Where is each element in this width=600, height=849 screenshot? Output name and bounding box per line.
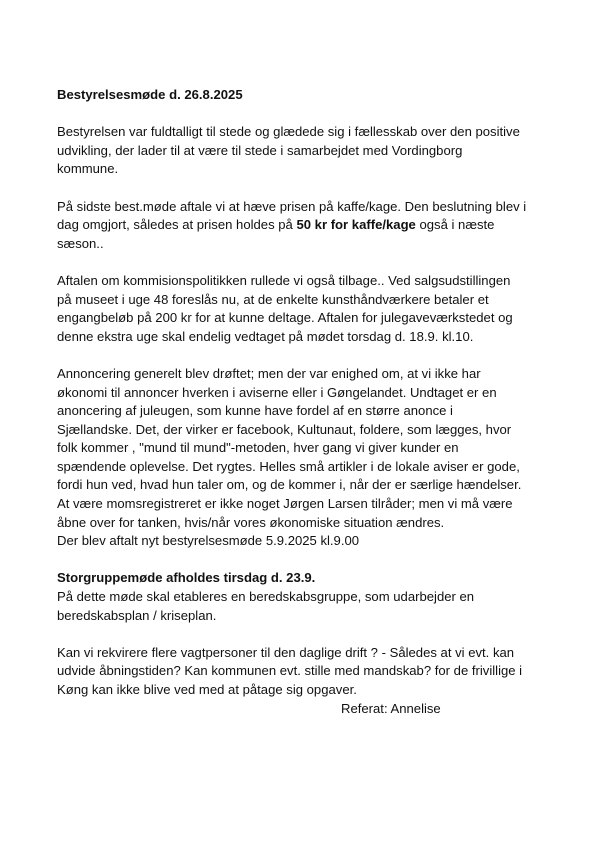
text-line: Kan vi rekvirere flere vagtpersoner til den daglige drift ? - Således at vi evt. kan	[57, 644, 515, 660]
text-line: Annoncering generelt blev drøftet; men der var enighed om, at vi ikke har	[57, 365, 481, 381]
text-line: åbne over for tanken, hvis/når vores økonomiske situation ændres.	[57, 514, 445, 530]
paragraph-advertising	[57, 365, 547, 551]
text-line: spændende oplevelse. Det rygtes. Helles små artikler i de lokale aviser er gode,	[57, 458, 520, 474]
text-segment: dag omgjort, således at prisen holdes på	[57, 217, 297, 233]
document-page	[57, 86, 547, 718]
paragraph-staffing-question	[57, 644, 547, 700]
text-line: engangbeløb på 200 kr for at kunne deltage. Aftalen for julegaveværkstedet og	[57, 310, 513, 326]
text-line: Der blev aftalt nyt bestyrelsesmøde 5.9.2025 kl.9.00	[57, 533, 360, 549]
text-line: beredskabsplan / kriseplan.	[57, 607, 217, 623]
text-line: sæson..	[57, 235, 104, 251]
paragraph-board-status	[57, 123, 547, 179]
paragraph-preparedness-group	[57, 588, 547, 625]
text-line: udvide åbningstiden? Kan kommunen evt. stille med mandskab? for de frivillige i	[57, 663, 523, 679]
text-line: Bestyrelsen var fuldtalligt til stede og glædede sig i fællesskab over den positive	[57, 124, 520, 140]
text-line: Aftalen om kommisionspolitikken rullede vi også tilbage.. Ved salgsudstillingen	[57, 272, 511, 288]
text-line: På dette møde skal etableres en beredskabsgruppe, som udarbejder en	[57, 589, 475, 605]
text-line: At være momsregistreret er ikke noget Jørgen Larsen tilråder; men vi må være	[57, 496, 513, 512]
text-line: på museet i uge 48 foreslås nu, at de enkelte kunsthåndværkere betaler et	[57, 291, 489, 307]
text-line: kommune.	[57, 161, 119, 177]
minutes-signature: Referat: Annelise	[341, 700, 441, 716]
text-line: fordi hun ved, hvad hun taler om, og de kommer i, når der er særlige hændelser.	[57, 477, 522, 493]
text-line: På sidste best.møde aftale vi at hæve prisen på kaffe/kage. Den beslutning blev i	[57, 198, 527, 214]
text-line: udvikling, der lader til at være til stede i samarbejdet med Vordingborg	[57, 142, 463, 158]
text-line: denne ekstra uge skal endelig vedtaget på mødet torsdag d. 18.9. kl.10.	[57, 328, 474, 344]
text-segment: også i næste	[415, 217, 495, 233]
paragraph-coffee-price	[57, 198, 547, 254]
document-heading: Bestyrelsesmøde d. 26.8.2025	[57, 87, 243, 102]
text-line: anoncering af juleugen, som kunne have fordel af en større anonce i	[57, 403, 453, 419]
price-highlight: 50 kr for kaffe/kage	[296, 217, 416, 233]
text-line: folk kommer , "mund til mund"-metoden, hver gang vi giver kunder en	[57, 440, 459, 456]
text-line: Køng kan ikke blive ved med at påtage sig opgaver.	[57, 682, 357, 697]
section-heading-storgruppe: Storgruppemøde afholdes tirsdag d. 23.9.	[57, 570, 316, 586]
text-line-with-bold	[57, 216, 547, 235]
text-line: økonomi til annoncer hverken i aviserne eller i Gøngelandet. Undtaget er en	[57, 384, 497, 400]
text-line: Sjællandske. Det, der virker er facebook, Kultunaut, foldere, som lægges, hvor	[57, 421, 512, 437]
paragraph-commission-policy	[57, 272, 547, 346]
